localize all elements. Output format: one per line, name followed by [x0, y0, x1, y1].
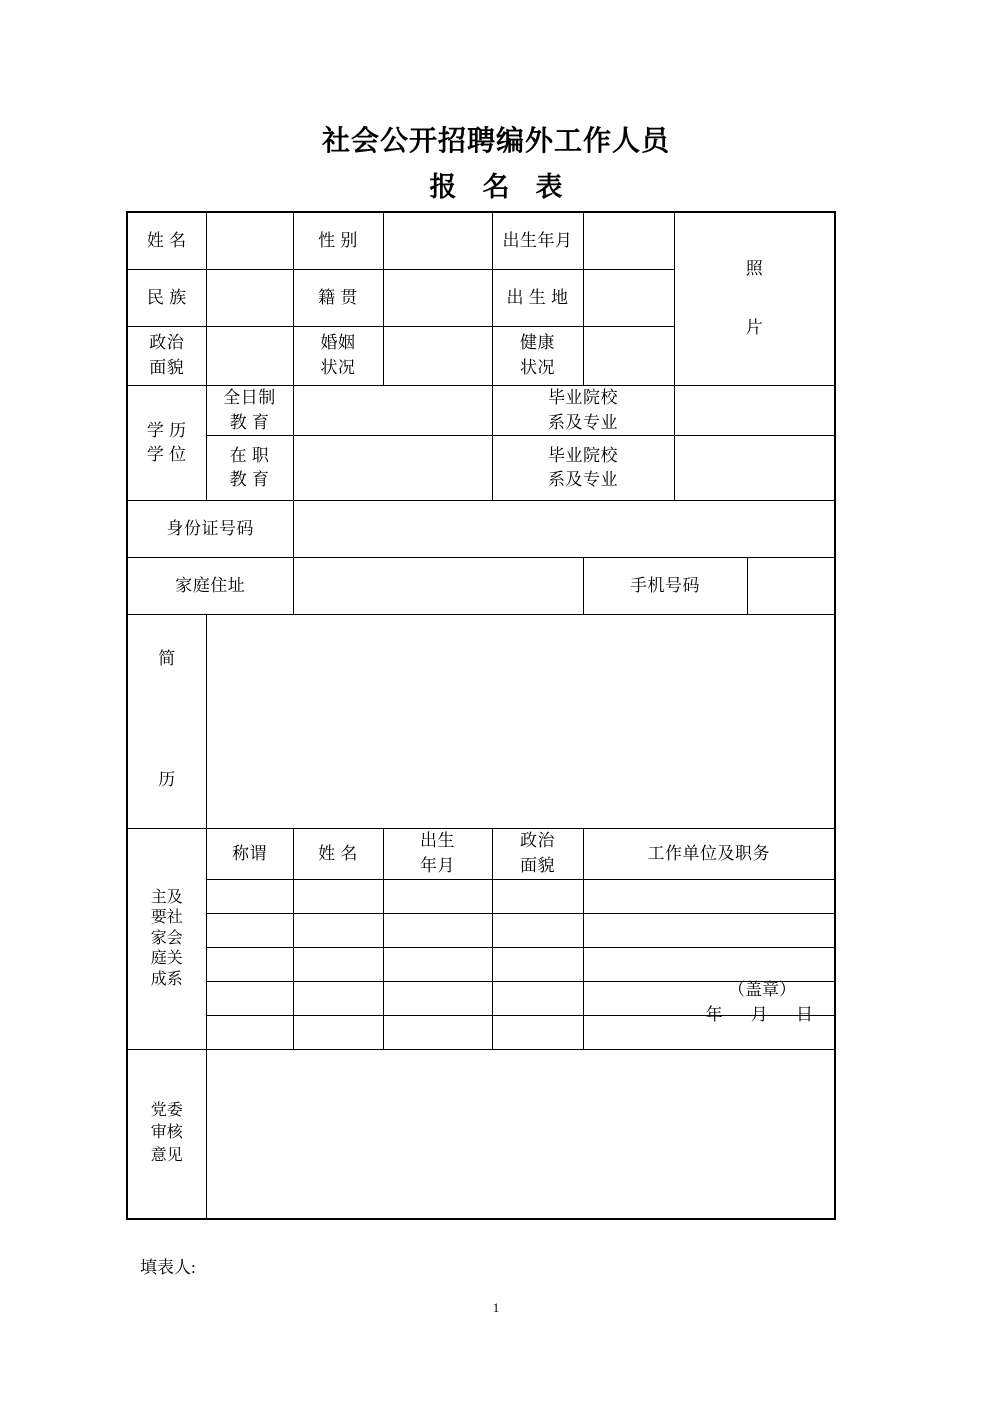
family-header-birth-line2: 年月	[420, 855, 455, 875]
form-table	[126, 211, 836, 1220]
family-cell-political[interactable]	[492, 981, 583, 1015]
field-inservice-school[interactable]	[674, 436, 835, 501]
field-gender[interactable]	[383, 212, 492, 270]
family-label-l4: 庭	[150, 950, 167, 968]
page-title: 社会公开招聘编外工作人员	[321, 125, 670, 156]
document-title-block	[0, 124, 992, 204]
review-label-r1: 委	[166, 1101, 183, 1119]
family-cell-relation[interactable]	[206, 879, 293, 913]
field-resume[interactable]	[206, 615, 835, 829]
field-ethnicity[interactable]	[206, 270, 293, 327]
family-cell-work[interactable]	[583, 913, 835, 947]
label-health-status-line2: 状况	[520, 358, 555, 377]
label-political-status-line2: 面貌	[149, 358, 185, 377]
label-review-col-right	[167, 1100, 183, 1167]
family-header-relation: 称谓	[206, 829, 293, 879]
family-label-l5: 成	[150, 970, 167, 988]
label-native-place: 籍 贯	[293, 270, 383, 327]
family-cell-birth[interactable]	[383, 913, 492, 947]
field-political-status[interactable]	[206, 327, 293, 386]
field-home-address[interactable]	[293, 558, 583, 615]
family-header-birth-line1: 出生	[420, 831, 455, 851]
review-label-l2: 审	[150, 1124, 167, 1142]
photo-label-line2: 片	[745, 318, 763, 337]
form-row-education-fulltime	[127, 386, 835, 436]
review-date-line	[706, 1003, 815, 1028]
review-label-l3: 意	[150, 1146, 167, 1164]
review-label-r2: 核	[166, 1124, 183, 1142]
form-row-family-header	[127, 829, 835, 879]
table-row	[127, 947, 835, 981]
family-cell-birth[interactable]	[383, 1015, 492, 1049]
label-fulltime-education	[206, 386, 293, 436]
label-inservice-education	[206, 436, 293, 501]
field-birth-place[interactable]	[583, 270, 674, 327]
family-cell-name[interactable]	[293, 879, 383, 913]
form-row-party-review	[127, 1049, 835, 1219]
family-cell-relation[interactable]	[206, 913, 293, 947]
field-fulltime-school[interactable]	[674, 386, 835, 436]
label-inservice-school	[492, 436, 674, 501]
field-health-status[interactable]	[583, 327, 674, 386]
family-label-l1: 主	[150, 888, 167, 906]
label-family-col-left	[151, 888, 167, 990]
family-header-work: 工作单位及职务	[583, 829, 835, 879]
form-row-education-inservice	[127, 436, 835, 501]
form-row-address	[127, 558, 835, 615]
seal-placeholder: （盖章）	[728, 980, 797, 1000]
label-education-line2: 学 位	[146, 445, 187, 465]
family-cell-birth[interactable]	[383, 879, 492, 913]
field-birth-date[interactable]	[583, 212, 674, 270]
label-family-relations	[127, 829, 206, 1049]
label-marital-status-line1: 婚姻	[320, 333, 356, 353]
family-cell-name[interactable]	[293, 947, 383, 981]
family-label-r1: 及	[166, 888, 183, 906]
family-header-name: 姓 名	[293, 829, 383, 879]
label-education-section	[127, 386, 206, 501]
photo-label-line1: 照	[745, 259, 763, 279]
label-family-col-right	[167, 888, 183, 990]
table-row	[127, 879, 835, 913]
label-review-col-left	[151, 1100, 167, 1167]
date-day-label: 日	[796, 1004, 815, 1024]
family-cell-political[interactable]	[492, 947, 583, 981]
family-label-r4: 关	[166, 950, 183, 968]
field-fulltime-degree[interactable]	[293, 386, 492, 436]
family-cell-work[interactable]	[583, 947, 835, 981]
family-label-r3: 会	[166, 929, 183, 947]
field-mobile-number[interactable]	[747, 558, 835, 615]
family-label-r2: 社	[166, 909, 183, 927]
date-month-label: 月	[750, 1004, 769, 1024]
label-inservice-line1: 在 职	[229, 445, 270, 465]
subtitle-char-1: 报	[429, 172, 457, 202]
family-header-political-line2: 面貌	[520, 855, 555, 875]
family-cell-relation[interactable]	[206, 981, 293, 1015]
label-marital-status	[293, 327, 383, 386]
family-cell-relation[interactable]	[206, 947, 293, 981]
family-header-political-line1: 政治	[520, 831, 555, 851]
label-political-status-line1: 政治	[149, 333, 185, 353]
label-gender: 性 别	[293, 212, 383, 270]
field-party-review[interactable]	[206, 980, 835, 1219]
label-health-status	[492, 327, 583, 386]
family-header-political	[492, 829, 583, 879]
family-header-birth	[383, 829, 492, 879]
field-id-number[interactable]	[293, 501, 835, 558]
table-row	[127, 913, 835, 947]
label-id-number: 身份证号码	[127, 501, 293, 558]
label-fulltime-school-line1: 毕业院校	[548, 388, 618, 407]
family-cell-political[interactable]	[492, 1015, 583, 1049]
label-birth-place: 出 生 地	[492, 270, 583, 327]
field-native-place[interactable]	[383, 270, 492, 327]
label-resume	[127, 615, 206, 829]
subtitle-char-3: 表	[535, 172, 563, 202]
family-label-l3: 家	[150, 929, 167, 947]
label-name: 姓 名	[127, 212, 206, 270]
family-cell-political[interactable]	[492, 913, 583, 947]
review-label-l1: 党	[150, 1101, 167, 1119]
date-year-label: 年	[705, 1004, 724, 1024]
registration-form	[126, 211, 834, 1220]
family-cell-name[interactable]	[293, 981, 383, 1015]
label-political-status	[127, 327, 206, 386]
form-row-resume	[127, 615, 835, 829]
family-cell-name[interactable]	[293, 1015, 383, 1049]
family-cell-name[interactable]	[293, 913, 383, 947]
form-filler-label: 填表人:	[140, 1258, 196, 1277]
family-cell-birth[interactable]	[383, 981, 492, 1015]
label-marital-status-line2: 状况	[320, 358, 356, 377]
label-resume-line1: 简	[158, 649, 176, 669]
family-cell-work[interactable]	[583, 879, 835, 913]
label-inservice-school-line2: 系及专业	[548, 470, 618, 490]
field-name[interactable]	[206, 212, 293, 270]
label-fulltime-school	[492, 386, 674, 436]
label-ethnicity: 民 族	[127, 270, 206, 327]
label-health-status-line1: 健康	[520, 333, 555, 353]
label-fulltime-line2: 教 育	[229, 412, 270, 432]
form-row-name	[127, 212, 835, 270]
review-label-r3: 见	[166, 1146, 183, 1164]
label-party-review	[127, 1049, 206, 1219]
family-cell-birth[interactable]	[383, 947, 492, 981]
subtitle-char-2: 名	[482, 172, 510, 202]
family-label-r5: 系	[166, 970, 183, 988]
label-education-line1: 学 历	[146, 420, 187, 440]
label-fulltime-line1: 全日制	[223, 388, 276, 407]
form-row-id-number	[127, 501, 835, 558]
label-inservice-line2: 教 育	[229, 470, 270, 490]
label-resume-line2: 历	[158, 769, 176, 789]
label-birth-date: 出生年月	[492, 212, 583, 270]
label-inservice-school-line1: 毕业院校	[548, 445, 618, 465]
page-number: 1	[492, 1300, 500, 1315]
page-subtitle	[0, 170, 992, 204]
field-marital-status[interactable]	[383, 327, 492, 386]
family-cell-political[interactable]	[492, 879, 583, 913]
family-label-l2: 要	[150, 909, 167, 927]
label-fulltime-school-line2: 系及专业	[548, 412, 618, 432]
photo-placeholder[interactable]	[674, 212, 835, 386]
family-cell-relation[interactable]	[206, 1015, 293, 1049]
field-inservice-degree[interactable]	[293, 436, 492, 501]
label-home-address: 家庭住址	[127, 558, 293, 615]
label-mobile-number: 手机号码	[583, 558, 747, 615]
